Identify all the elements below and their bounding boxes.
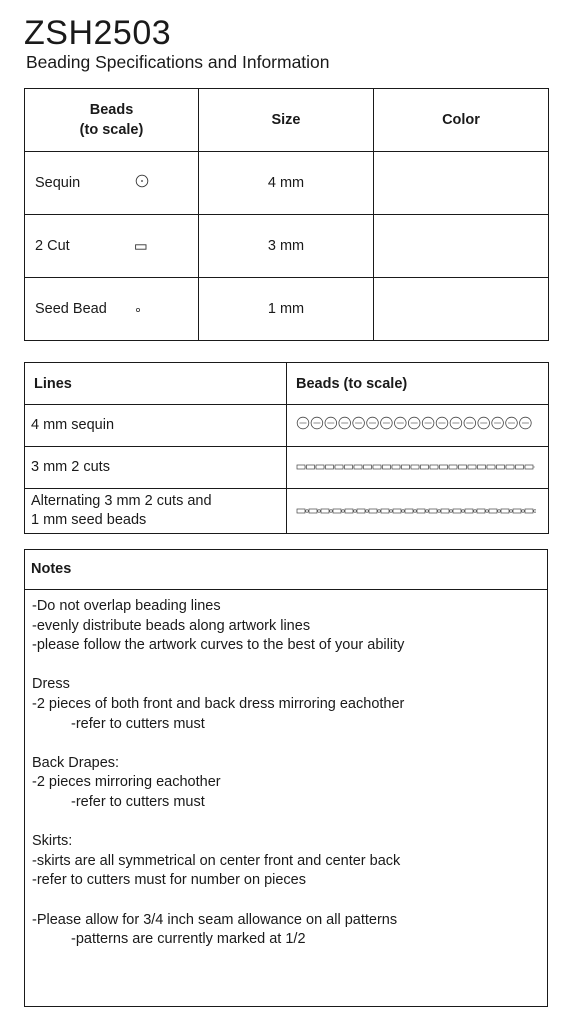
note-line bbox=[32, 813, 547, 833]
note-line bbox=[32, 891, 547, 911]
line-label: 3 mm 2 cuts bbox=[25, 447, 287, 489]
note-line bbox=[32, 734, 547, 754]
note-line: Skirts: bbox=[32, 833, 73, 850]
note-line: -Please allow for 3/4 inch seam allowance on all patterns bbox=[32, 911, 398, 928]
bead-name-cell bbox=[25, 215, 199, 278]
line-label: Alternating 3 mm 2 cuts and 1 mm seed beads bbox=[25, 489, 287, 534]
table-row bbox=[25, 405, 549, 447]
bead-name-cell bbox=[25, 152, 199, 215]
bead-size: 1 mm bbox=[199, 278, 374, 341]
note-line bbox=[32, 656, 547, 676]
two-cut-line-icon bbox=[296, 463, 536, 471]
table-row bbox=[25, 278, 549, 341]
note-line: -please follow the artwork curves to the best of your ability bbox=[32, 637, 405, 654]
note-line: -patterns are currently marked at 1/2 bbox=[71, 931, 306, 948]
notes-box bbox=[24, 549, 548, 1007]
beads-table-header bbox=[25, 89, 549, 152]
notes-body bbox=[25, 590, 547, 950]
table-row bbox=[25, 447, 549, 489]
note-line: -2 pieces mirroring eachother bbox=[32, 774, 221, 791]
line-pattern-cell bbox=[287, 405, 549, 447]
table-row bbox=[25, 215, 549, 278]
size-header: Size bbox=[199, 89, 374, 152]
beads-header: Beads (to scale) bbox=[25, 89, 199, 152]
document-title: ZSH2503 bbox=[24, 14, 172, 52]
bead-size: 4 mm bbox=[199, 152, 374, 215]
bead-color bbox=[374, 278, 549, 341]
beads-to-scale-header: Beads (to scale) bbox=[287, 363, 549, 405]
bead-color bbox=[374, 152, 549, 215]
lines-table bbox=[24, 362, 549, 534]
note-line: -evenly distribute beads along artwork lines bbox=[32, 617, 311, 634]
sequin-line-icon bbox=[296, 415, 536, 431]
seed-bead-icon bbox=[135, 301, 141, 317]
table-row bbox=[25, 489, 549, 534]
bead-name: 2 Cut bbox=[35, 238, 70, 254]
beads-table bbox=[24, 88, 549, 341]
bead-name-cell bbox=[25, 278, 199, 341]
bead-name: Seed Bead bbox=[35, 301, 107, 317]
bead-size: 3 mm bbox=[199, 215, 374, 278]
note-line: -refer to cutters must bbox=[71, 715, 205, 732]
line-label: 4 mm sequin bbox=[25, 405, 287, 447]
note-line: -Do not overlap beading lines bbox=[32, 598, 221, 614]
document-subtitle: Beading Specifications and Information bbox=[26, 52, 330, 72]
note-line: -skirts are all symmetrical on center front and center back bbox=[32, 852, 401, 869]
two-cut-icon bbox=[135, 238, 147, 254]
bead-name: Sequin bbox=[35, 175, 81, 191]
lines-header: Lines bbox=[25, 363, 287, 405]
alternating-line-icon bbox=[296, 507, 536, 515]
line-pattern-cell bbox=[287, 489, 549, 534]
note-line: Back Drapes: bbox=[32, 754, 120, 771]
color-header: Color bbox=[374, 89, 549, 152]
note-line: -2 pieces of both front and back dress mirroring eachother bbox=[32, 695, 405, 712]
lines-table-header bbox=[25, 363, 549, 405]
notes-heading: Notes bbox=[25, 550, 547, 590]
note-line: -refer to cutters must bbox=[71, 793, 205, 810]
note-line: Dress bbox=[32, 676, 70, 693]
note-line: -refer to cutters must for number on pieces bbox=[32, 872, 306, 889]
sequin-icon bbox=[135, 174, 149, 192]
bead-color bbox=[374, 215, 549, 278]
line-pattern-cell bbox=[287, 447, 549, 489]
table-row bbox=[25, 152, 549, 215]
